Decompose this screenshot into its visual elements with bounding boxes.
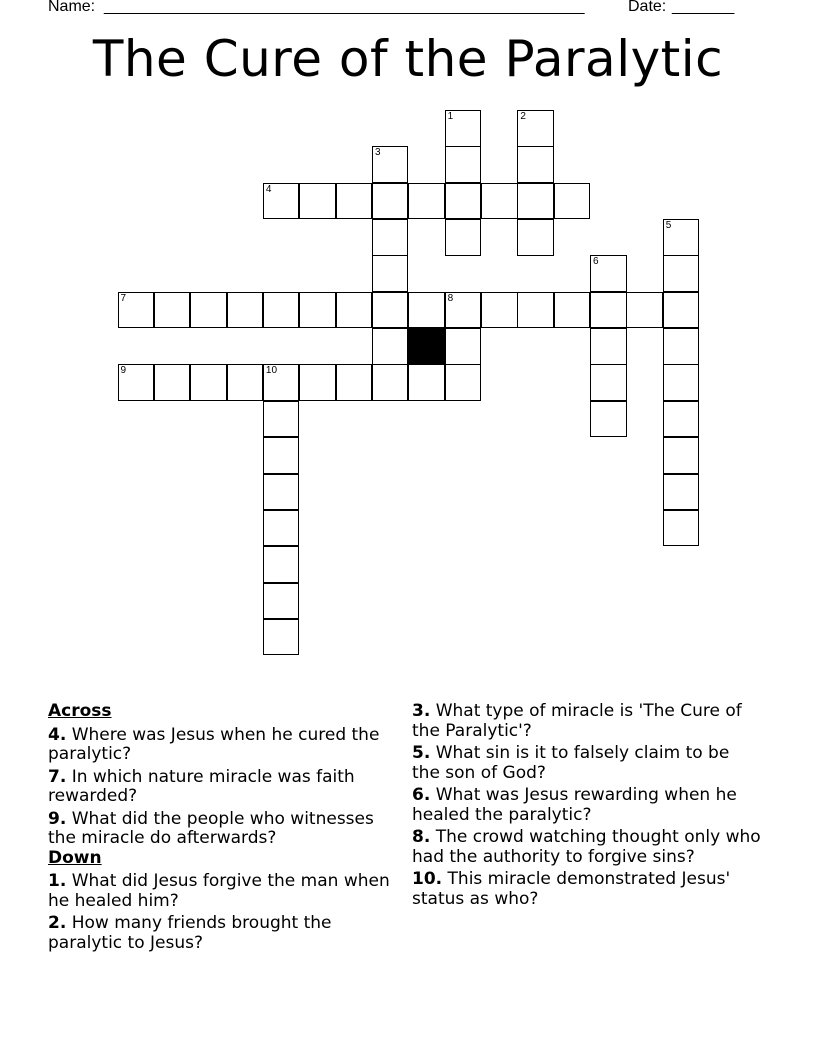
crossword-cell[interactable]: [372, 146, 409, 183]
clues-left-column: [48, 702, 393, 956]
clue-down-10: [412, 870, 762, 909]
clue-number: 3.: [412, 701, 431, 721]
crossword-cell[interactable]: [663, 474, 700, 511]
crossword-cell[interactable]: [445, 219, 482, 256]
crossword-cell[interactable]: [663, 255, 700, 292]
crossword-cell[interactable]: [445, 292, 482, 329]
crossword-cell[interactable]: [445, 328, 482, 365]
crossword-cell[interactable]: [263, 546, 300, 583]
crossword-cell[interactable]: [263, 474, 300, 511]
crossword-cell[interactable]: [590, 255, 627, 292]
crossword-cell[interactable]: [263, 183, 300, 220]
cell-number: 6: [593, 256, 599, 268]
clue-down-1: [48, 872, 393, 911]
crossword-cell[interactable]: [118, 364, 155, 401]
crossword-cell[interactable]: [263, 364, 300, 401]
crossword-cell[interactable]: [445, 110, 482, 147]
cell-number: 2: [520, 111, 526, 122]
crossword-cell[interactable]: [372, 328, 409, 365]
clue-text: In which nature miracle was faith rewarded?: [48, 766, 355, 806]
cell-number: 8: [447, 292, 454, 304]
clue-number: 4.: [48, 724, 67, 745]
name-label: Name:: [48, 0, 96, 15]
clue-number: 5.: [412, 743, 431, 763]
clue-text: The crowd watching thought only who had the authority to forgive sins?: [412, 827, 761, 867]
crossword-cell[interactable]: [227, 292, 264, 329]
clue-down-2: [48, 914, 393, 953]
crossword-cell[interactable]: [517, 292, 554, 329]
crossword-cell[interactable]: [663, 292, 700, 329]
cell-number: 1: [447, 111, 454, 122]
clue-number: 1.: [48, 871, 67, 891]
crossword-cell[interactable]: [408, 292, 445, 329]
cell-number: 3: [374, 147, 381, 159]
crossword-cell[interactable]: [299, 364, 336, 401]
crossword-cell[interactable]: [336, 183, 373, 220]
crossword-cell[interactable]: [408, 364, 445, 401]
crossword-cell[interactable]: [336, 364, 373, 401]
clues-right-column: [412, 702, 762, 912]
crossword-cell[interactable]: [590, 364, 627, 401]
crossword-cell[interactable]: [554, 292, 591, 329]
crossword-cell[interactable]: [517, 110, 554, 147]
clue-down-6: [412, 786, 762, 825]
name-line[interactable]: ______________________________________________________: [104, 0, 585, 15]
crossword-cell[interactable]: [154, 292, 191, 329]
crossword-cell[interactable]: [408, 183, 445, 220]
clue-number: 10.: [412, 869, 443, 889]
crossword-cell[interactable]: [626, 292, 663, 329]
date-label: Date:: [628, 0, 667, 15]
crossword-cell[interactable]: [372, 292, 409, 329]
cell-number: 4: [265, 183, 272, 195]
crossword-cell[interactable]: [263, 510, 300, 547]
crossword-cell[interactable]: [263, 401, 300, 438]
crossword-cell[interactable]: [445, 183, 482, 220]
clue-number: 8.: [412, 827, 431, 847]
crossword-cell[interactable]: [481, 183, 518, 220]
crossword-cell[interactable]: [663, 437, 700, 474]
crossword-cell[interactable]: [190, 364, 227, 401]
crossword-cell[interactable]: [590, 328, 627, 365]
clue-down-3: [412, 702, 762, 741]
crossword-cell[interactable]: [445, 364, 482, 401]
cell-number: 10: [265, 365, 278, 377]
clue-text: Where was Jesus when he cured the paralytic?: [48, 724, 380, 764]
crossword-cell[interactable]: [263, 437, 300, 474]
clue-text: What did Jesus forgive the man when he healed him?: [48, 871, 390, 911]
cell-number: 5: [665, 220, 672, 232]
crossword-cell[interactable]: [517, 219, 554, 256]
crossword-cell[interactable]: [372, 219, 409, 256]
clue-across-9: [48, 810, 393, 849]
crossword-cell[interactable]: [299, 292, 336, 329]
clue-number: 6.: [412, 785, 431, 805]
crossword-cell[interactable]: [263, 292, 300, 329]
crossword-cell[interactable]: [336, 292, 373, 329]
crossword-cell[interactable]: [663, 219, 700, 256]
clue-text: This miracle demonstrated Jesus' status as who?: [412, 869, 731, 909]
crossword-cell[interactable]: [445, 146, 482, 183]
clue-down-5: [412, 744, 762, 783]
clue-text: How many friends brought the paralytic to Jesus?: [48, 913, 332, 953]
crossword-cell[interactable]: [372, 364, 409, 401]
clue-number: 9.: [48, 808, 67, 829]
crossword-cell[interactable]: [190, 292, 227, 329]
crossword-cell[interactable]: [263, 583, 300, 620]
clue-number: 2.: [48, 913, 67, 933]
clue-across-7: [48, 768, 393, 807]
clue-text: What type of miracle is 'The Cure of the Paralytic'?: [412, 701, 742, 741]
crossword-cell[interactable]: [154, 364, 191, 401]
clue-text: What sin is it to falsely claim to be the son of God?: [412, 743, 730, 783]
crossword-cell[interactable]: [590, 292, 627, 329]
down-heading: Down: [48, 847, 102, 868]
crossword-cell[interactable]: [517, 146, 554, 183]
cell-number: 9: [120, 365, 127, 377]
date-line[interactable]: _______: [672, 0, 735, 15]
crossword-cell[interactable]: [663, 328, 700, 365]
puzzle-title: The Cure of the Paralytic: [92, 30, 724, 88]
clue-down-8: [412, 828, 762, 867]
crossword-cell[interactable]: [554, 183, 591, 220]
crossword-cell[interactable]: [663, 510, 700, 547]
clue-across-4: [48, 726, 393, 765]
crossword-cell[interactable]: [118, 292, 155, 329]
crossword-cell[interactable]: [481, 292, 518, 329]
clue-number: 7.: [48, 766, 67, 787]
cell-number: 7: [120, 292, 127, 304]
across-heading: Across: [48, 701, 112, 721]
crossword-cell[interactable]: [372, 183, 409, 220]
crossword-cell[interactable]: [372, 255, 409, 292]
clue-text: What was Jesus rewarding when he healed the paralytic?: [412, 785, 737, 825]
crossword-cell[interactable]: [263, 619, 300, 656]
crossword-cell[interactable]: [663, 364, 700, 401]
crossword-cell[interactable]: [517, 183, 554, 220]
crossword-cell[interactable]: [590, 401, 627, 438]
crossword-cell[interactable]: [227, 364, 264, 401]
clue-text: What did the people who witnesses the miracle do afterwards?: [48, 808, 374, 848]
black-square: [408, 328, 445, 365]
crossword-cell[interactable]: [299, 183, 336, 220]
crossword-cell[interactable]: [663, 401, 700, 438]
